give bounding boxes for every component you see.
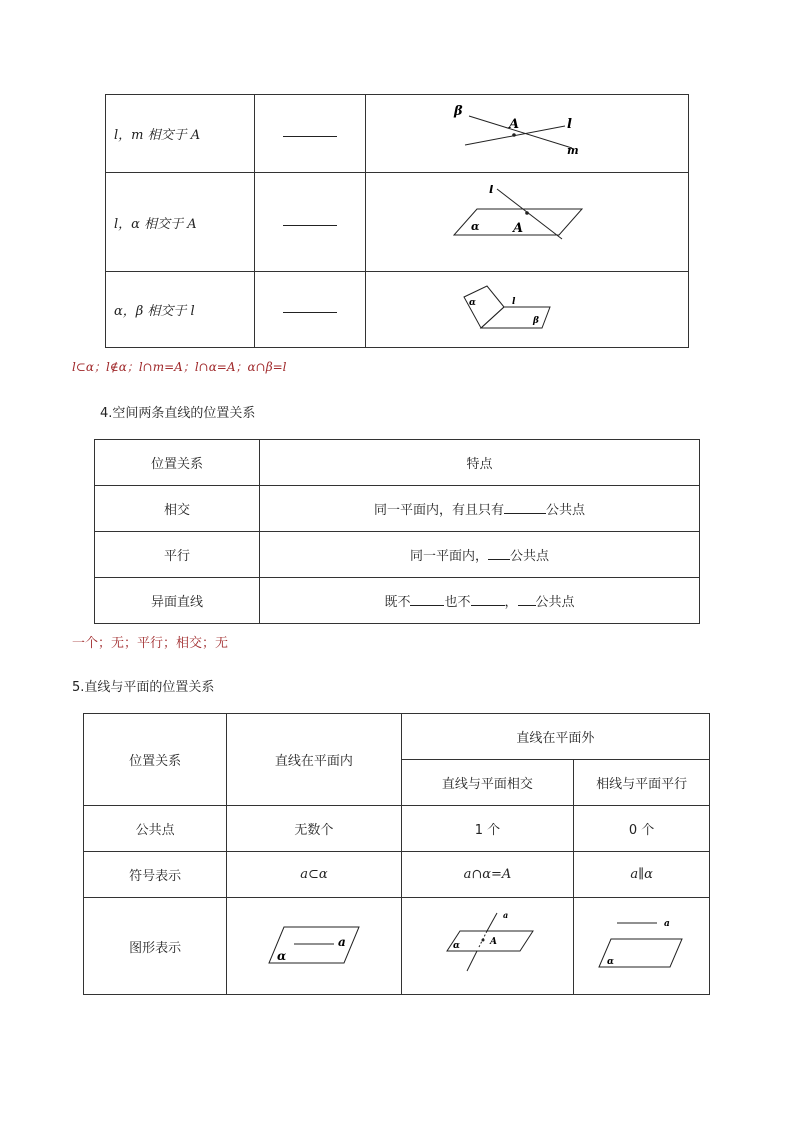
header-in-plane: 直线在平面内 — [227, 714, 402, 806]
label-l: l — [511, 296, 516, 307]
fill-blank — [255, 173, 366, 272]
blank-line — [518, 595, 536, 606]
figure-cell — [227, 898, 402, 995]
cell-in-plane: a⊂α — [227, 852, 402, 898]
table-row — [95, 486, 700, 532]
feature-text: 既不 — [384, 595, 411, 610]
table-header-row — [95, 440, 700, 486]
answer-line-1: l⊂α；l∉α；l∩m=A；l∩α=A；α∩β=l — [72, 360, 287, 374]
line-relation-table — [94, 439, 700, 624]
header-outside: 直线在平面外 — [401, 714, 709, 760]
label-a: a — [663, 919, 670, 929]
cell-parallel: 0 个 — [574, 806, 710, 852]
label-beta: β — [453, 103, 463, 119]
figure-cell — [401, 898, 574, 995]
row-label: 公共点 — [84, 806, 227, 852]
label-A: A — [512, 221, 524, 236]
blank-line — [283, 126, 337, 137]
line-plane-table — [83, 713, 710, 995]
feature-text: 也不 — [444, 595, 471, 610]
feature-text: 同一平面内，有且只有 — [373, 503, 504, 518]
figure-cell — [365, 95, 688, 173]
blank-line — [488, 549, 510, 560]
figure-cell — [574, 898, 710, 995]
label-alpha: α — [453, 941, 461, 951]
blank-line — [283, 215, 337, 226]
figure-cell — [365, 173, 688, 272]
label-m: m — [566, 143, 579, 157]
row-label: l，α 相交于 A — [106, 173, 255, 272]
label-l: l — [566, 116, 572, 132]
label-A: A — [508, 116, 520, 132]
table-row — [106, 95, 689, 173]
feature-cell — [260, 578, 700, 624]
feature-text: 公共点 — [546, 503, 586, 518]
cell-intersect: 1 个 — [401, 806, 574, 852]
label-alpha: α — [468, 297, 476, 308]
blank-line — [471, 595, 505, 606]
feature-cell — [260, 532, 700, 578]
answer-line-2: 一个；无；平行；相交；无 — [72, 636, 229, 651]
line-plane-intersect-figure — [437, 909, 537, 979]
label-alpha: α — [276, 949, 287, 963]
table-row — [84, 852, 710, 898]
table-row — [84, 806, 710, 852]
table-header-row — [84, 714, 710, 760]
header-parallel: 相线与平面平行 — [574, 760, 710, 806]
blank-line — [410, 595, 444, 606]
planes-intersect-figure — [447, 278, 607, 338]
table-row — [95, 532, 700, 578]
label-a: a — [337, 935, 346, 949]
header-relation: 位置关系 — [84, 714, 227, 806]
table-row — [106, 272, 689, 348]
lines-intersect-figure — [447, 102, 607, 162]
table-row — [84, 898, 710, 995]
row-label: α，β 相交于 l — [106, 272, 255, 348]
label-A: A — [490, 937, 498, 947]
header-intersect: 直线与平面相交 — [401, 760, 574, 806]
section-5-heading: 5.直线与平面的位置关系 — [72, 680, 215, 695]
feature-cell — [260, 486, 700, 532]
cell-in-plane: 无数个 — [227, 806, 402, 852]
fill-blank — [255, 272, 366, 348]
row-label: 图形表示 — [84, 898, 227, 995]
label-beta: β — [532, 315, 539, 326]
feature-text: 同一平面内， — [409, 549, 488, 564]
relation-cell: 平行 — [95, 532, 260, 578]
blank-line — [504, 503, 546, 514]
figure-cell — [365, 272, 688, 348]
feature-text: 公共点 — [510, 549, 550, 564]
feature-text: ， — [504, 595, 518, 610]
fill-blank — [255, 95, 366, 173]
label-l: l — [488, 185, 494, 196]
section-4-heading: 4.空间两条直线的位置关系 — [100, 406, 256, 421]
label-alpha: α — [470, 220, 480, 233]
label-a: a — [503, 910, 509, 920]
relation-cell: 相交 — [95, 486, 260, 532]
line-plane-parallel-figure — [592, 909, 692, 979]
relation-cell: 异面直线 — [95, 578, 260, 624]
intersection-table — [105, 94, 689, 348]
cell-intersect: a∩α=A — [401, 852, 574, 898]
table-row — [106, 173, 689, 272]
feature-text: 公共点 — [535, 595, 575, 610]
label-alpha: α — [606, 957, 614, 967]
table-row — [95, 578, 700, 624]
row-label: l，m 相交于 A — [106, 95, 255, 173]
row-label: 符号表示 — [84, 852, 227, 898]
header-relation: 位置关系 — [95, 440, 260, 486]
line-plane-intersect-figure — [447, 185, 607, 255]
header-feature: 特点 — [260, 440, 700, 486]
blank-line — [283, 302, 337, 313]
line-in-plane-figure — [264, 919, 364, 969]
cell-parallel: a∥α — [574, 852, 710, 898]
